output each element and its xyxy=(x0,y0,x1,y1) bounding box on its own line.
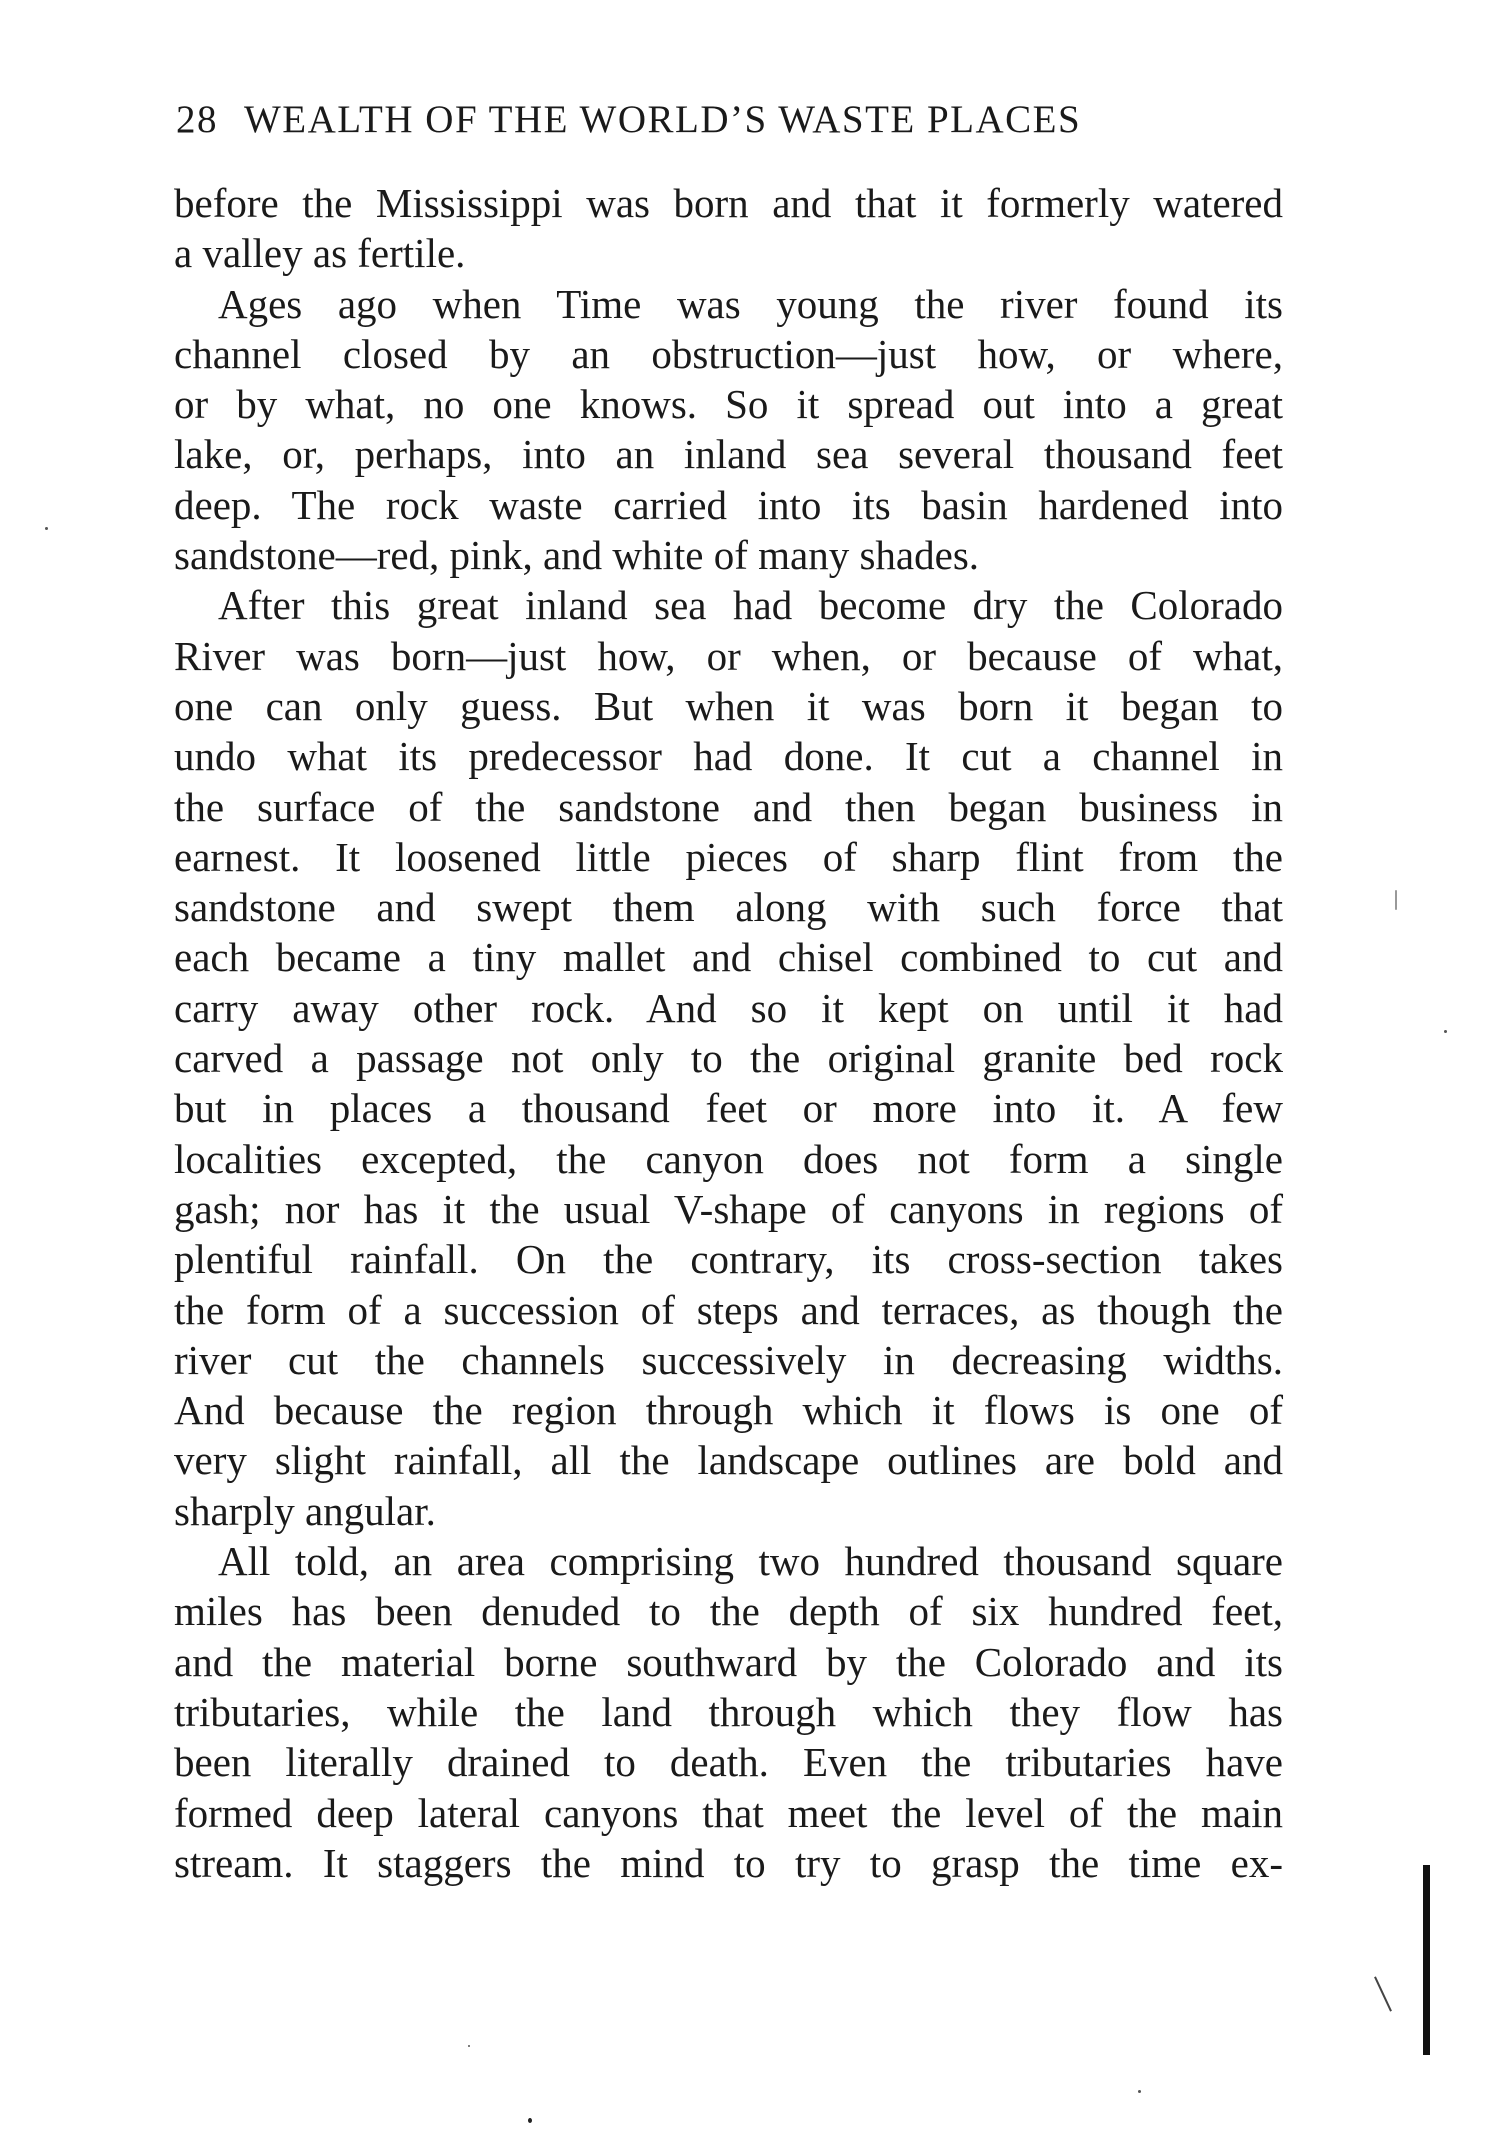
text-line: but in places a thousand feet or more into it. A few xyxy=(174,1085,1283,1132)
text-line: a valley as fertile. xyxy=(174,230,466,277)
scan-speck xyxy=(468,2045,470,2047)
text-line: deep. The rock waste carried into its basin hardened into xyxy=(174,481,1283,528)
text-line: one can only guess. But when it was born it began to xyxy=(174,682,1283,729)
text-line: and the material borne southward by the Colorado and its xyxy=(174,1638,1283,1685)
text-line: localities excepted, the canyon does not form a single xyxy=(174,1135,1283,1182)
text-line: before the Mississippi was born and that it formerly watered xyxy=(174,180,1283,226)
text-line: sandstone and swept them along with such force that xyxy=(174,884,1283,931)
text-line: River was born—just how, or when, or because of what, xyxy=(174,632,1283,679)
scan-speck xyxy=(45,527,48,530)
text-line: undo what its predecessor had done. It cut a channel in xyxy=(174,733,1283,780)
text-line: carved a passage not only to the original granite bed rock xyxy=(174,1035,1283,1082)
text-line: the form of a succession of steps and terraces, as though the xyxy=(174,1286,1283,1333)
text-line: the surface of the sandstone and then began business in xyxy=(174,783,1283,830)
text-line: And because the region through which it flows is one of xyxy=(174,1387,1283,1434)
text-line: plentiful rainfall. On the contrary, its cross-section takes xyxy=(174,1236,1283,1283)
page-number: 28 xyxy=(176,98,218,141)
paragraph-first-line: After this great inland sea had become dry the Colorado xyxy=(218,582,1283,629)
text-line: gash; nor has it the usual V-shape of canyons in regions of xyxy=(174,1185,1283,1232)
text-line: sharply angular. xyxy=(174,1487,436,1534)
text-line: carry away other rock. And so it kept on until it had xyxy=(174,984,1283,1031)
text-line: been literally drained to death. Even the tributaries have xyxy=(174,1739,1283,1786)
text-line: each became a tiny mallet and chisel combined to cut and xyxy=(174,934,1283,981)
text-line: very slight rainfall, all the landscape outlines are bold and xyxy=(174,1437,1283,1484)
text-line: formed deep lateral canyons that meet the level of the main xyxy=(174,1789,1283,1836)
body-text xyxy=(174,178,1283,1888)
scan-speck xyxy=(1138,2090,1141,2093)
scan-speck xyxy=(528,2118,532,2123)
scan-speck xyxy=(1444,1030,1447,1033)
scan-edge-mark xyxy=(1423,1865,1430,2055)
text-line: earnest. It loosened little pieces of sharp flint from the xyxy=(174,833,1283,880)
text-line: river cut the channels successively in decreasing widths. xyxy=(174,1336,1283,1383)
scan-edge-mark xyxy=(1374,1976,1392,2011)
text-line: or by what, no one knows. So it spread out into a great xyxy=(174,381,1283,428)
text-line: miles has been denuded to the depth of six hundred feet, xyxy=(174,1588,1283,1635)
text-line: lake, or, perhaps, into an inland sea several thousand feet xyxy=(174,431,1283,478)
text-line: channel closed by an obstruction—just how, or where, xyxy=(174,330,1283,377)
paragraph-first-line: All told, an area comprising two hundred thousand square xyxy=(218,1538,1283,1585)
text-line: stream. It staggers the mind to try to grasp the time ex- xyxy=(174,1839,1283,1886)
scan-speck xyxy=(1395,890,1397,910)
text-line: sandstone—red, pink, and white of many shades. xyxy=(174,532,980,579)
running-title: WEALTH OF THE WORLD’S WASTE PLACES xyxy=(244,98,1082,141)
text-line: tributaries, while the land through which they flow has xyxy=(174,1688,1283,1735)
paragraph-first-line: Ages ago when Time was young the river found its xyxy=(218,280,1283,327)
running-header xyxy=(176,100,1286,139)
